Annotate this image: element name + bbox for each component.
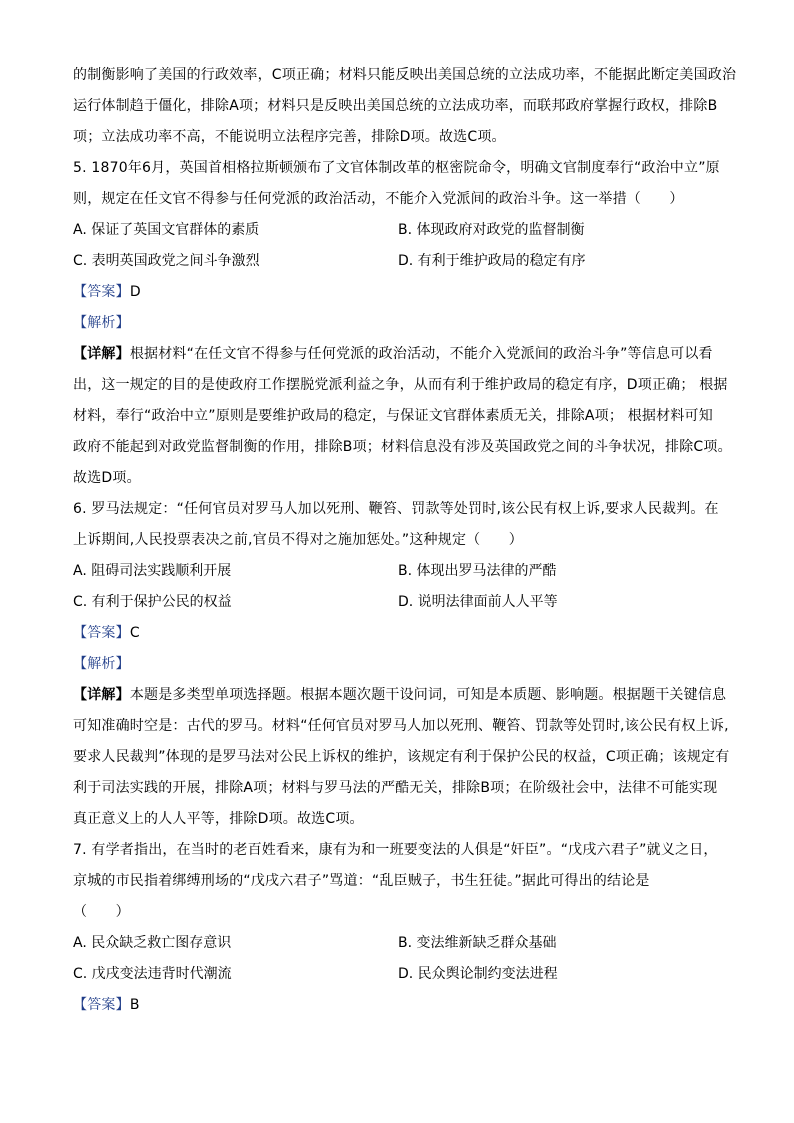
detail-text: 真正意义上的人人平等，排除D项。故选C项。 (73, 811, 364, 827)
detail-text: 本题是多类型单项选择题。根据本题次题干设问词，可知是本质题、影响题。根据题干关键信息 (129, 687, 727, 703)
option-c: C. 有利于保护公民的权益 (73, 594, 232, 610)
question-5 (73, 153, 733, 494)
analysis-line (73, 308, 733, 339)
question-stem: 7. 有学者指出，在当时的老百姓看来，康有为和一班要变法的人俱是“奸臣”。“戊戌六君子”就义之日， (73, 842, 718, 858)
detail-text: 可知准确时空是：古代的罗马。材料“任何官员对罗马人加以死刑、鞭笞、罚款等处罚时,该公民有权上诉, (73, 718, 729, 734)
options-row (73, 587, 733, 618)
text-line: 运行体制趋于僵化，排除A项；材料只是反映出美国总统的立法成功率，而联邦政府掌握行政权，排除B (73, 98, 718, 114)
option-a: A. 保证了英国文官群体的素质 (73, 222, 260, 238)
option-b: B. 体现政府对政党的监督制衡 (398, 222, 585, 238)
options-row (73, 215, 733, 246)
answer-value: C (129, 625, 140, 641)
analysis-label: 【解析】 (73, 315, 130, 331)
option-d: D. 民众舆论制约变法进程 (398, 966, 558, 982)
detail-text: 材料，奉行“政治中立”原则是要维护政局的稳定，与保证文官群体素质无关，排除A项； 根据材料可知 (73, 408, 713, 424)
options-row (73, 959, 733, 990)
detail-line (73, 339, 733, 370)
question-7 (73, 835, 733, 1021)
detail-label: 【详解】 (73, 346, 130, 362)
detail-line (73, 680, 733, 711)
option-b: B. 变法维新缺乏群众基础 (398, 935, 557, 951)
option-a: A. 阻碍司法实践顺利开展 (73, 563, 232, 579)
answer-line (73, 277, 733, 308)
detail-text: 根据材料“在任文官不得参与任何党派的政治活动，不能介入党派间的政治斗争”等信息可以看 (129, 346, 713, 362)
option-d: D. 有利于维护政局的稳定有序 (398, 253, 586, 269)
previous-explanation-tail (73, 60, 737, 153)
answer-value: B (129, 997, 140, 1013)
options-row (73, 246, 733, 277)
question-stem: 京城的市民指着绑缚刑场的“戊戌六君子”骂道：“乱臣贼子，书生狂徒。”据此可得出的结论是 (73, 873, 650, 889)
text-line: 项；立法成功率不高，不能说明立法程序完善，排除D项。故选C项。 (73, 129, 506, 145)
text-line: 的制衡影响了美国的行政效率，C项正确；材料只能反映出美国总统的立法成功率，不能据此断定美国政治 (73, 67, 737, 83)
answer-label: 【答案】 (73, 284, 130, 300)
option-b: B. 体现出罗马法律的严酷 (398, 563, 557, 579)
document-page (73, 60, 737, 1021)
options-row (73, 556, 733, 587)
detail-label: 【详解】 (73, 687, 130, 703)
detail-text: 要求人民裁判”体现的是罗马法对公民上诉权的维护，该规定有利于保护公民的权益，C项正确；该规定有 (73, 749, 730, 765)
detail-text: 出，这一规定的目的是使政府工作摆脱党派利益之争，从而有利于维护政局的稳定有序，D项正确； 根据 (73, 377, 728, 393)
question-stem: 6. 罗马法规定：“任何官员对罗马人加以死刑、鞭笞、罚款等处罚时,该公民有权上诉,要求人民裁判。在 (73, 501, 719, 517)
answer-label: 【答案】 (73, 625, 130, 641)
option-a: A. 民众缺乏救亡图存意识 (73, 935, 232, 951)
analysis-line (73, 649, 733, 680)
question-stem: 则，规定在任文官不得参与任何党派的政治活动，不能介入党派间的政治斗争。这一举措（ ） (73, 191, 684, 207)
analysis-label: 【解析】 (73, 656, 130, 672)
answer-label: 【答案】 (73, 997, 130, 1013)
options-row (73, 928, 733, 959)
answer-line (73, 618, 733, 649)
option-c: C. 表明英国政党之间斗争激烈 (73, 253, 260, 269)
detail-text: 利于司法实践的开展，排除A项；材料与罗马法的严酷无关，排除B项；在阶级社会中，法律不可能实现 (73, 780, 718, 796)
question-stem: 上诉期间,人民投票表决之前,官员不得对之施加惩处。”这种规定（ ） (73, 532, 523, 548)
answer-value: D (129, 284, 141, 300)
option-d: D. 说明法律面前人人平等 (398, 594, 558, 610)
question-6 (73, 494, 733, 835)
option-c: C. 戊戌变法违背时代潮流 (73, 966, 232, 982)
question-stem: （ ） (73, 904, 130, 920)
question-stem: 5. 1870年6月，英国首相格拉斯顿颁布了文官体制改革的枢密院命令，明确文官制度奉行“政治中立”原 (73, 160, 720, 176)
answer-line (73, 990, 733, 1021)
detail-text: 政府不能起到对政党监督制衡的作用，排除B项；材料信息没有涉及英国政党之间的斗争状况，排除C项。 (73, 439, 732, 455)
detail-text: 故选D项。 (73, 470, 141, 486)
